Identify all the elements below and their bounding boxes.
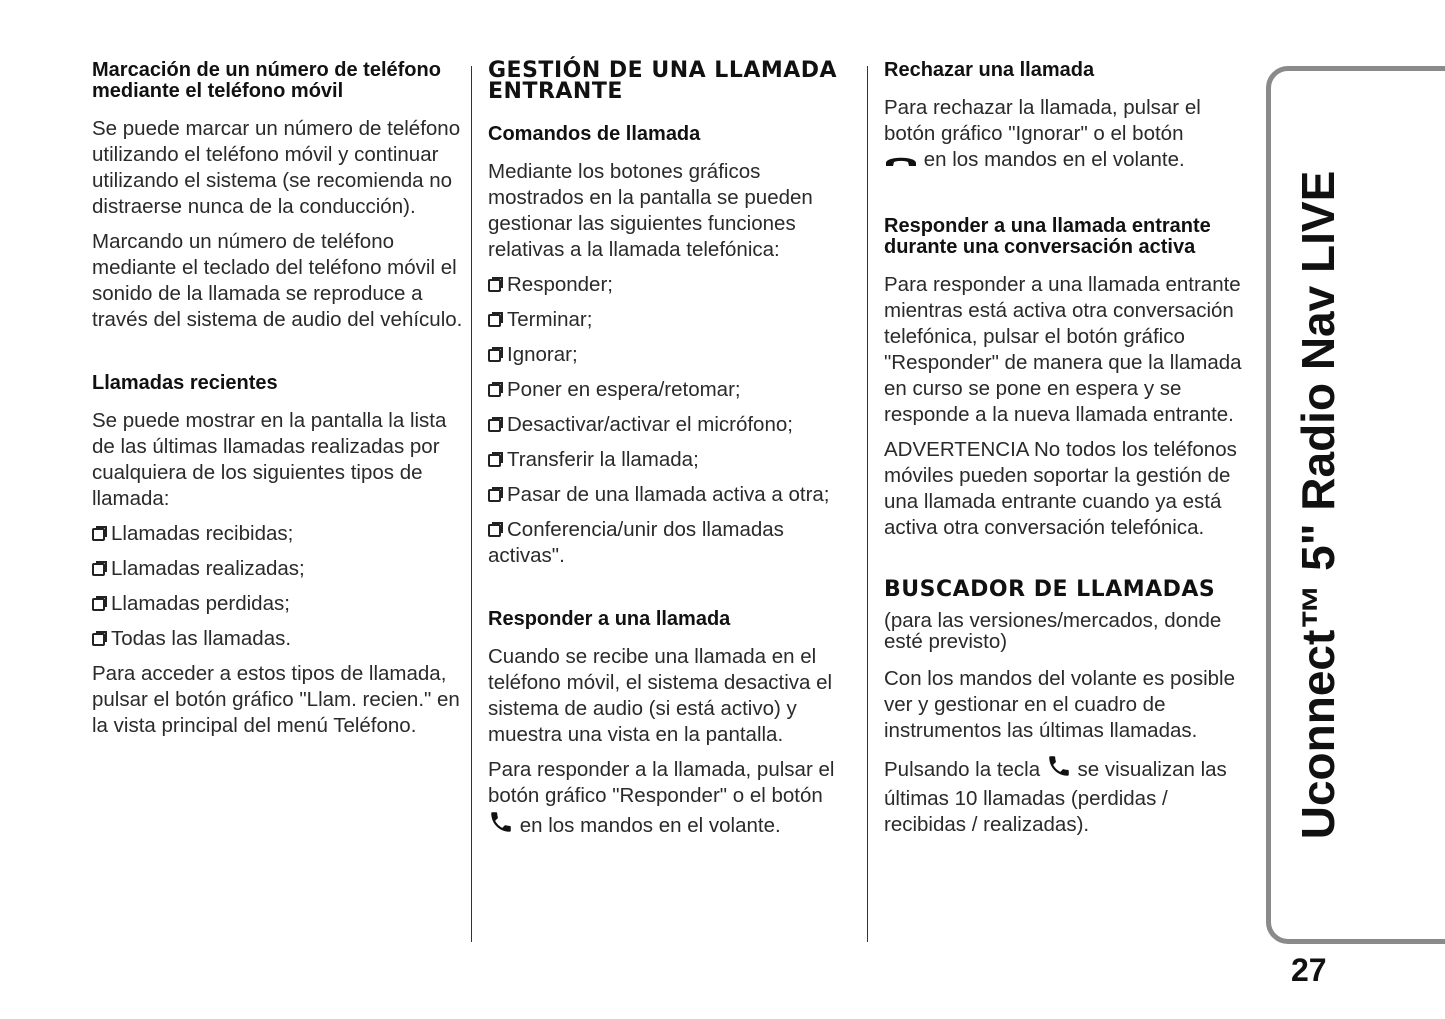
phone-hangup-icon xyxy=(884,150,918,176)
checkbox-bullet-icon xyxy=(488,524,501,537)
paragraph: Pulsando la tecla se visualizan las últimas 10 llamadas (perdidas / recibidas / realizadas). xyxy=(884,753,1254,838)
checkbox-bullet-icon xyxy=(92,528,105,541)
heading-responder-activa: Responder a una llamada entrante durante una conversación activa xyxy=(884,215,1211,258)
paragraph: Se puede mostrar en la pantalla la lista de las últimas llamadas realizadas por cualquiera de los siguientes tipos de llamada: xyxy=(92,409,447,510)
paragraph: Para responder a una llamada entrante mientras está activa otra conversación telefónica, pulsar el botón gráfico "Responder" de manera que la llamada en curso se pone en espera y se responde a la nueva llamada entrante. xyxy=(884,273,1242,426)
paragraph: Cuando se recibe una llamada en el teléfono móvil, el sistema desactiva el sistema de audio (si está activo) y muestra una vista en la pantalla. xyxy=(488,645,833,746)
list-item: Llamadas recibidas; xyxy=(92,521,464,547)
page-number: 27 xyxy=(1291,952,1327,988)
paragraph: Con los mandos del volante es posible ver y gestionar en el cuadro de instrumentos las últimas llamadas. xyxy=(884,667,1235,742)
column-left xyxy=(92,60,464,748)
checkbox-bullet-icon xyxy=(488,349,501,362)
heading-responder: Responder a una llamada xyxy=(488,608,731,630)
heading-llamadas-recientes: Llamadas recientes xyxy=(92,372,278,394)
paragraph: Se puede marcar un número de teléfono utilizando el teléfono móvil y continuar utilizando el sistema (se recomienda no distraerse nunca de la conducción). xyxy=(92,117,461,218)
checkbox-bullet-icon xyxy=(488,419,501,432)
phone-answer-icon xyxy=(1046,753,1072,786)
column-middle xyxy=(488,60,848,851)
list-item: Responder; xyxy=(488,272,848,298)
paragraph: Para rechazar la llamada, pulsar el botón gráfico "Ignorar" o el botón en los mandos en el volante. xyxy=(884,95,1254,176)
list-item: Todas las llamadas. xyxy=(92,626,464,652)
paragraph: Para responder a la llamada, pulsar el botón gráfico "Responder" o el botón en los mandos en el volante. xyxy=(488,757,848,842)
section-title-gestion: GESTIÓN DE UNA LLAMADA ENTRANTE xyxy=(488,58,838,104)
heading-comandos: Comandos de llamada xyxy=(488,123,701,145)
phone-answer-icon xyxy=(488,809,514,842)
list-item: Poner en espera/retomar; xyxy=(488,377,848,403)
checkbox-bullet-icon xyxy=(92,563,105,576)
checkbox-bullet-icon xyxy=(488,489,501,502)
paragraph: Para acceder a estos tipos de llamada, pulsar el botón gráfico "Llam. recien." en la vista principal del menú Teléfono. xyxy=(92,662,460,737)
checkbox-bullet-icon xyxy=(488,279,501,292)
list-item: Desactivar/activar el micrófono; xyxy=(488,412,848,438)
list-item: Transferir la llamada; xyxy=(488,447,848,473)
chapter-title: Uconnect™ 5" Radio Nav LIVE xyxy=(1292,170,1344,840)
paragraph: Marcando un número de teléfono mediante el teclado del teléfono móvil el sonido de la llamada se reproduce a través del sistema de audio del vehículo. xyxy=(92,230,463,331)
call-types-list xyxy=(92,521,464,652)
paragraph: Mediante los botones gráficos mostrados en la pantalla se pueden gestionar las siguientes funciones relativas a la llamada telefónica: xyxy=(488,160,813,261)
list-item: Llamadas realizadas; xyxy=(92,556,464,582)
list-item: Terminar; xyxy=(488,307,848,333)
checkbox-bullet-icon xyxy=(92,598,105,611)
heading-rechazar: Rechazar una llamada xyxy=(884,59,1095,81)
heading-marcacion: Marcación de un número de teléfono mediante el teléfono móvil xyxy=(92,59,441,102)
checkbox-bullet-icon xyxy=(488,384,501,397)
column-right xyxy=(884,60,1254,847)
list-item: Pasar de una llamada activa a otra; xyxy=(488,482,848,508)
column-divider xyxy=(867,66,868,942)
warning-paragraph: ADVERTENCIA No todos los teléfonos móviles pueden soportar la gestión de una llamada entrante cuando ya está activa otra conversación telefónica. xyxy=(884,438,1237,539)
section-title-buscador: BUSCADOR DE LLAMADAS xyxy=(884,577,1216,602)
list-item: Ignorar; xyxy=(488,342,848,368)
checkbox-bullet-icon xyxy=(488,314,501,327)
checkbox-bullet-icon xyxy=(488,454,501,467)
checkbox-bullet-icon xyxy=(92,633,105,646)
list-item: Conferencia/unir dos llamadas activas". xyxy=(488,518,784,567)
list-item: Llamadas perdidas; xyxy=(92,591,464,617)
call-functions-list xyxy=(488,272,848,569)
availability-note: (para las versiones/mercados, donde esté previsto) xyxy=(884,609,1222,653)
column-divider xyxy=(471,66,472,942)
